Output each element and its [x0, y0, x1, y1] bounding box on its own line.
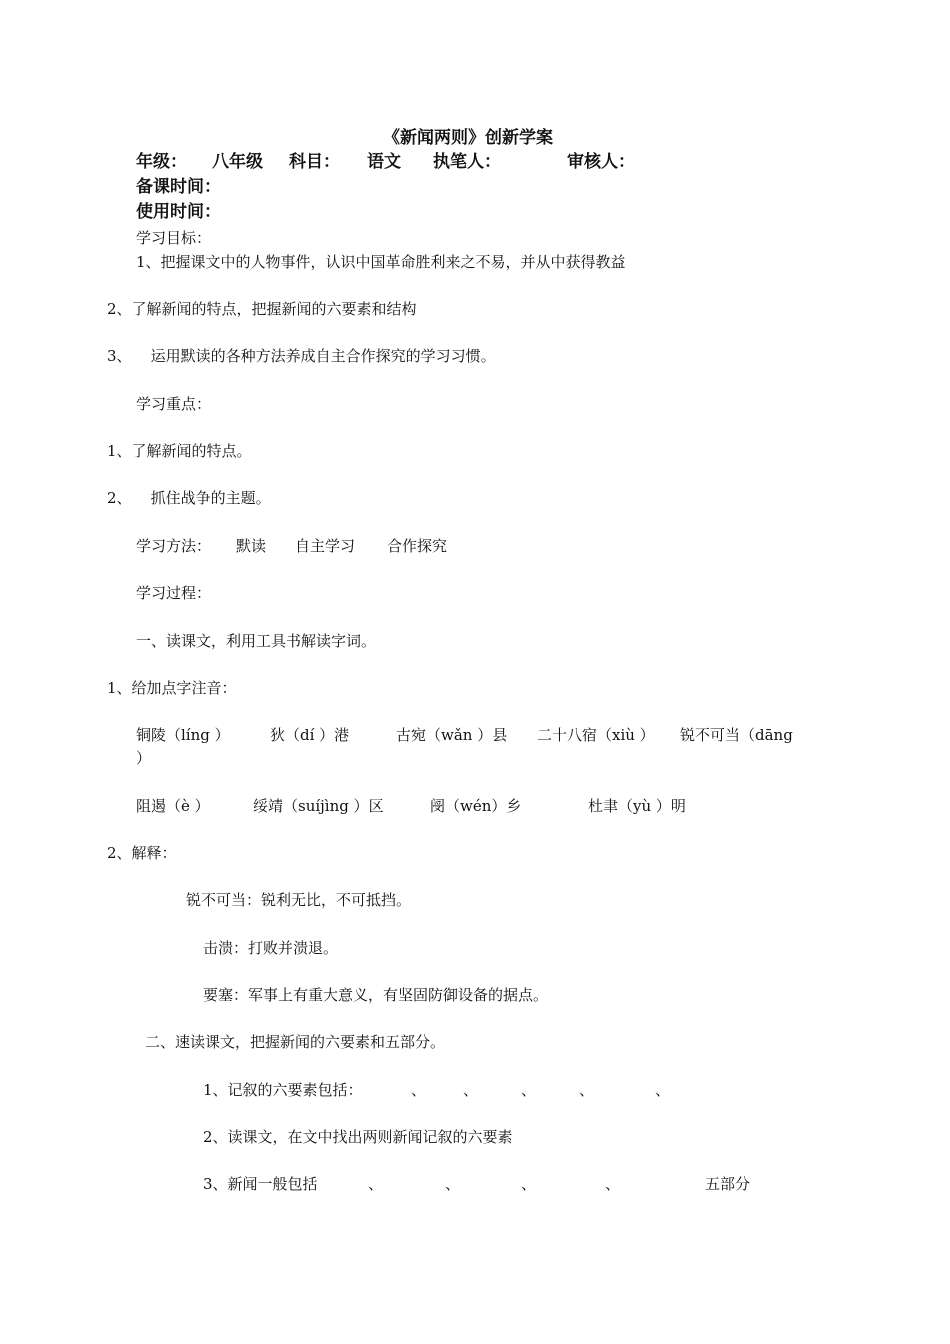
part1-heading: 一、读课文，利用工具书解读字词。 — [136, 632, 377, 650]
goal-item: 1、把握课文中的人物事件，认识中国革命胜利来之不易，并从中获得教益 — [136, 253, 626, 271]
process-heading: 学习过程： — [136, 584, 212, 602]
question-3 — [203, 1174, 783, 1194]
goal-item: 3、 运用默读的各种方法养成自主合作探究的学习习惯。 — [107, 347, 496, 365]
question-1 — [203, 1080, 703, 1100]
blank-separator: 、 — [605, 1175, 621, 1193]
blank-separator: 、 — [445, 1175, 461, 1193]
goal-item: 2、了解新闻的特点，把握新闻的六要素和结构 — [107, 300, 417, 318]
explanation-item: 锐不可当：锐利无比，不可抵挡。 — [186, 891, 412, 909]
blank-separator: 、 — [521, 1081, 537, 1099]
method-item: 自主学习 — [295, 537, 356, 555]
grade-value: 八年级 — [212, 152, 263, 172]
pinyin-heading: 1、给加点字注音： — [107, 679, 237, 697]
blank-separator: 、 — [579, 1081, 595, 1099]
focus-item: 2、 抓住战争的主题。 — [107, 489, 271, 507]
use-time-label: 使用时间： — [136, 202, 221, 222]
question-2: 2、读课文，在文中找出两则新闻记叙的六要素 — [203, 1128, 513, 1146]
pinyin-item: 阌（wén）乡 — [430, 797, 522, 815]
pinyin-item: 二十八宿（xiù ） — [537, 726, 655, 744]
header-row — [136, 152, 836, 174]
explain-heading: 2、解释： — [107, 844, 177, 862]
reviewer-label: 审核人： — [567, 152, 635, 172]
blank-separator: 、 — [411, 1081, 427, 1099]
pinyin-row-continuation: ） — [136, 749, 152, 767]
explanation-item: 要塞：军事上有重大意义，有坚固防御设备的据点。 — [203, 986, 549, 1004]
question-1-label: 1、记叙的六要素包括： — [203, 1081, 363, 1099]
author-label: 执笔人： — [433, 152, 501, 172]
question-3-label: 3、新闻一般包括 — [203, 1175, 318, 1193]
grade-label: 年级： — [136, 152, 187, 172]
pinyin-item: 阻遏（è ） — [136, 797, 210, 815]
blank-separator: 、 — [368, 1175, 384, 1193]
pinyin-item: 绥靖（suíjìng ）区 — [253, 797, 384, 815]
pinyin-item: 杜聿（yù ）明 — [588, 797, 686, 815]
subject-label: 科目： — [289, 152, 340, 172]
document-title: 《新闻两则》创新学案 — [383, 128, 553, 148]
pinyin-item: 狄（dí ）港 — [270, 726, 350, 744]
methods-label: 学习方法： — [136, 537, 212, 555]
pinyin-item: 铜陵（líng ） — [136, 726, 230, 744]
method-item: 默读 — [236, 537, 267, 555]
question-3-tail: 五部分 — [705, 1175, 751, 1193]
blank-separator: 、 — [463, 1081, 479, 1099]
explanation-item: 击溃：打败并溃退。 — [203, 939, 339, 957]
focus-heading: 学习重点： — [136, 395, 212, 413]
pinyin-item: 古宛（wǎn ）县 — [396, 726, 508, 744]
subject-value: 语文 — [367, 152, 401, 172]
blank-separator: 、 — [521, 1175, 537, 1193]
blank-separator: 、 — [655, 1081, 671, 1099]
pinyin-row — [136, 725, 816, 745]
methods-row — [136, 536, 536, 556]
pinyin-row — [136, 796, 756, 816]
prep-time-label: 备课时间： — [136, 177, 221, 197]
goals-heading: 学习目标： — [136, 229, 212, 247]
pinyin-item: 锐不可当（dāng — [680, 726, 793, 744]
method-item: 合作探究 — [387, 537, 448, 555]
part2-heading: 二、速读课文，把握新闻的六要素和五部分。 — [145, 1033, 446, 1051]
focus-item: 1、了解新闻的特点。 — [107, 442, 252, 460]
